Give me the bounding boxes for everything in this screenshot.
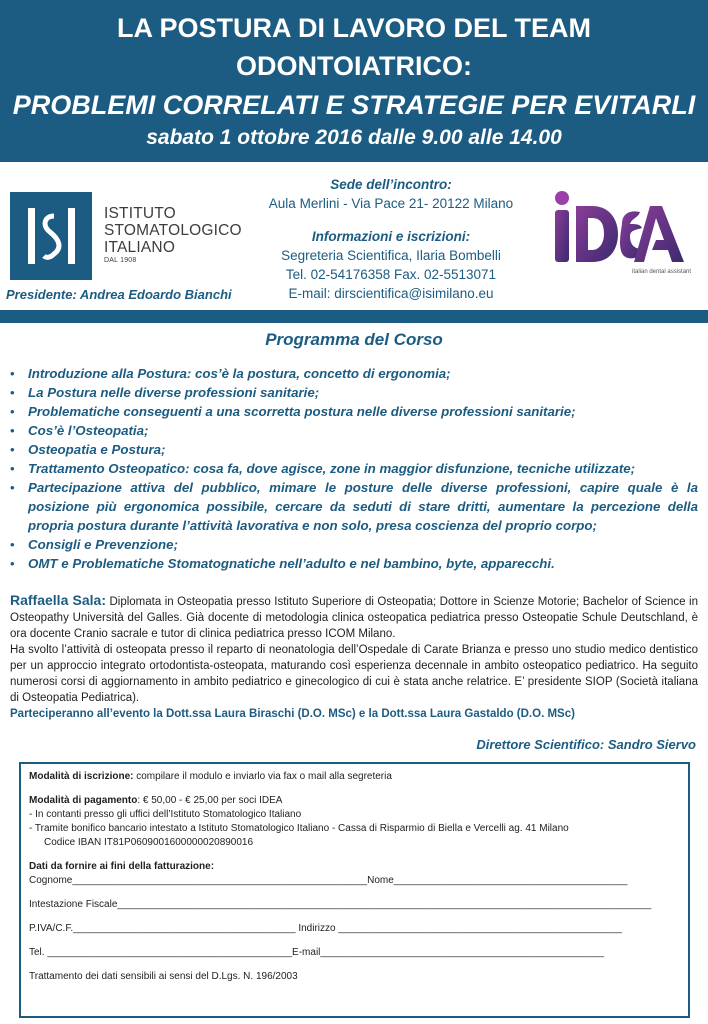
program-item: • Consigli e Prevenzione; [8,535,698,554]
venue-label: Sede dell’incontro: [330,177,452,192]
speaker-name: Raffaella Sala: [10,592,106,608]
program-title: Programma del Corso [265,330,443,349]
field-surname-name[interactable]: Cognome_____________________________________________________Nome__________________________________________ [29,875,628,886]
payment-text: : € 50,00 - € 25,00 per soci IDEA [137,795,283,806]
payment-option-bank: - Tramite bonifico bancario intestato a Istituto Stomatologico Italiano - Cassa di Risparmio di Biella e Vercelli ag. 41 Milano [29,823,569,834]
contact-name: Segreteria Scientifica, Ilaria Bombelli [281,248,501,263]
bio-text-1: Diplomata in Osteopatia presso Istituto Superiore di Osteopatia; Dottore in Scienze Motorie; Bachelor of Science in Osteopathy Università del Galles. Già docente di metodologia clinica osteopatica pediatrica presso Osteopatie Schule Deutschland, è ora docente Cranio sacrale e tutor di clinica pediatrica presso ICOM Milano. [10,596,698,640]
contact-email[interactable]: E-mail: dirscientifica@isimilano.eu [288,286,494,301]
invoice-label: Dati da fornire ai fini della fatturazione: [29,861,215,872]
field-fiscal-header[interactable]: Intestazione Fiscale________________________________________________________________________________________________ [29,899,652,910]
participants: Parteciperanno all’evento la Dott.ssa Laura Biraschi (D.O. MSc) e la Dott.ssa Laura Gastaldo (D.O. MSc) [10,708,575,720]
bio-text-2: Ha svolto l’attività di osteopata presso il reparto di neonatologia dell’Ospedale di Carate Brianza e presso uno studio medico dentistico per un approccio integrato ortodontista-osteopata, maturando così esperienza decennale in ambito osteopatico pediatrico. Ha seguito numerosi corsi di aggiornamento in ambito pediatrico e ginecologico di cui è stata anche relatrice. E’ presidente SIOP (Società italiana di Osteopatia Pediatrica). [10,644,698,704]
field-tel-email[interactable]: Tel. ____________________________________________E-mail___________________________________________________ [29,947,605,958]
program-item: • Partecipazione attiva del pubblico, mimare le posture delle diverse professioni, capire quale è la posizione più ergonomica possibile, cercare da seduti di stare dritti, aumentare la percezione della propria postura durante l’attività lavorativa e non solo, presa coscienza del proprio corpo; [8,478,698,535]
divider-band [0,310,708,323]
title-line-1: LA POSTURA DI LAVORO DEL TEAM [116,13,591,43]
event-date: sabato 1 ottobre 2016 dalle 9.00 alle 14.00 [146,126,562,149]
enroll-mode [29,770,680,784]
isi-name [104,205,242,266]
program-item: • OMT e Problematiche Stomatognatiche nell’adulto e nel bambino, byte, apparecchi. [8,554,698,573]
bio-paragraph-1 [10,592,698,642]
speaker-bio [10,592,698,722]
idea-caption: italian dental assistant [632,269,692,275]
president: Presidente: Andrea Edoardo Bianchi [6,287,232,302]
iban: Codice IBAN IT81P0609001600000020890016 [44,837,254,848]
isi-line-3: ITALIANO [104,239,176,256]
program-item: • Problematiche conseguenti a una scorretta postura nelle diverse professioni sanitarie; [8,402,698,421]
isi-logo-icon [10,192,92,280]
program-item: • La Postura nelle diverse professioni sanitarie; [8,383,698,402]
program-item: • Introduzione alla Postura: cos’è la postura, concetto di ergonomia; [8,364,698,383]
registration-form [19,762,690,1018]
program-item: • Cos’è l’Osteopatia; [8,421,698,440]
field-vat-address[interactable]: P.IVA/C.F.________________________________________ Indirizzo ___________________________________________________ [29,923,622,934]
enroll-text: compilare il modulo e inviarlo via fax o mail alla segreteria [133,771,392,782]
contact-label: Informazioni e iscrizioni: [311,229,471,244]
header-banner [0,0,708,162]
event-info [250,175,532,303]
title-line-3: PROBLEMI CORRELATI E STRATEGIE PER EVITARLI [12,90,696,120]
payment-mode [29,794,680,808]
isi-since: DAL 1908 [104,257,137,264]
program-list [8,364,698,573]
isi-line-1: ISTITUTO [104,205,176,222]
payment-label: Modalità di pagamento [29,795,138,806]
title-line-2: ODONTOIATRICO: [236,51,472,81]
idea-logo-icon [552,184,692,280]
venue: Aula Merlini - Via Pace 21- 20122 Milano [268,196,514,211]
enroll-label: Modalità di iscrizione: [29,771,134,782]
payment-option-cash: - In contanti presso gli uffici dell’Istituto Stomatologico Italiano [29,809,302,820]
program-item: • Osteopatia e Postura; [8,440,698,459]
program-item: • Trattamento Osteopatico: cosa fa, dove agisce, zone in maggior disfunzione, tecniche utilizzate; [8,459,698,478]
isi-line-2: STOMATOLOGICO [104,222,242,239]
privacy-note: Trattamento dei dati sensibili ai sensi del D.Lgs. N. 196/2003 [29,971,298,982]
contact-phone: Tel. 02-54176358 Fax. 02-5513071 [285,267,497,282]
scientific-director: Direttore Scientifico: Sandro Siervo [476,737,696,752]
